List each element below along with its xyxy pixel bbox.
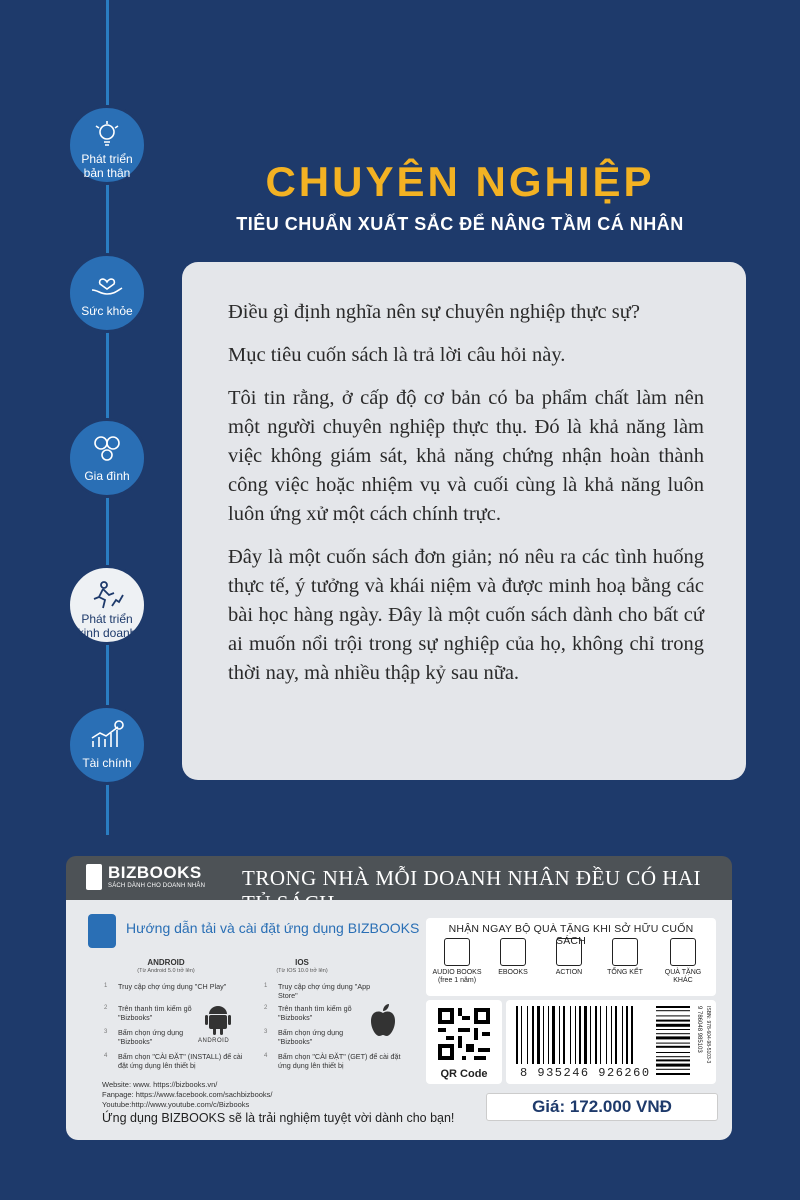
gift-summary — [600, 938, 650, 977]
isbn-bar — [656, 1064, 690, 1067]
contact-links — [102, 1080, 273, 1110]
barcode-bar — [575, 1006, 576, 1064]
isbn-bar — [656, 1059, 690, 1061]
qr-box — [426, 1000, 502, 1084]
running-chart-icon — [90, 580, 124, 610]
document-icon — [556, 938, 582, 966]
logo-name: BIZBOOKS — [108, 863, 202, 882]
gift-audiobooks — [432, 938, 482, 985]
ios-step-text: Trên thanh tìm kiếm gõ "Bizbooks" — [278, 1004, 352, 1022]
category-business-development[interactable] — [67, 565, 147, 645]
barcode-bar — [622, 1006, 623, 1064]
android-step: 3 Bấm chọn ứng dụng "Bizbooks" — [104, 1028, 184, 1046]
barcode-bar — [579, 1006, 581, 1064]
gift-sub: (free 1 năm) — [437, 977, 477, 984]
barcode-bar — [559, 1006, 560, 1064]
family-icon — [90, 433, 124, 463]
qr-label: QR Code — [440, 1068, 488, 1080]
barcode-bar — [521, 1006, 522, 1064]
isbn-bar — [656, 1015, 690, 1016]
category-family[interactable] — [67, 418, 147, 498]
barcode-bar — [527, 1006, 528, 1064]
bizbooks-logo-icon — [86, 864, 102, 890]
android-step-text: Truy cập chợ ứng dụng "CH Play" — [118, 982, 227, 991]
barcode-bar — [537, 1006, 540, 1064]
android-heading: ANDROID — [147, 958, 185, 967]
heart-hand-icon — [90, 268, 124, 298]
android-step-text: Bấm chọn "CÀI ĐẶT" (INSTALL) để cài đặt ứng dụng lên thiết bị — [118, 1052, 243, 1070]
barcode-bar — [600, 1006, 601, 1064]
ios-step-text: Bấm chọn "CÀI ĐẶT" (GET) để cài đặt ứng dụng lên thiết bị — [278, 1052, 401, 1070]
android-step: 1 Truy cập chợ ứng dụng "CH Play" — [104, 982, 227, 991]
barcode-bar — [532, 1006, 534, 1064]
ios-step: 2 Trên thanh tìm kiếm gõ "Bizbooks" — [264, 1004, 352, 1022]
gift-label: ACTION — [555, 969, 583, 976]
gift-label: TỔNG KẾT — [607, 969, 643, 976]
gift-label: QUÀ TẶNG — [664, 969, 702, 976]
barcode-bar — [595, 1006, 597, 1064]
growth-chart-icon — [89, 720, 125, 750]
slogan: TRONG NHÀ MỖI DOANH NHÂN ĐỀU CÓ HAI — [242, 866, 702, 890]
barcode-bar — [563, 1006, 565, 1064]
android-step: 2 Trên thanh tìm kiếm gõ "Bizbooks" — [104, 1004, 192, 1022]
ios-step-text: Bấm chọn ứng dụng "Bizbooks" — [278, 1028, 344, 1046]
category-label: Gia đình — [84, 469, 130, 483]
android-step: 4 Bấm chọn "CÀI ĐẶT" (INSTALL) để cài đặt ứng dụng lên thiết bị — [104, 1052, 243, 1070]
description-paragraph: Mục tiêu cuốn sách là trả lời câu hỏi này. — [228, 344, 566, 366]
lightbulb-person-icon — [92, 120, 122, 150]
checklist-icon — [612, 938, 638, 966]
category-label: Sức khỏe — [81, 304, 133, 318]
description-paragraph: Đây là một cuốn sách đơn giản; nó nêu ra các tình huống thực tế, ý tưởng và khái niệm và được minh hoạ bằng các bài học hàng ngày. Đây là một cuốn sách dành cho bất cứ ai muốn nổi trội trong sự nghiệp của họ, không chỉ trong thời nay, mà nhiều thập kỷ sau nữa. — [228, 546, 704, 684]
guide-title: Hướng dẫn tải và cài đặt ứng dụng BIZBOOKS — [126, 920, 420, 936]
android-step-text: Bấm chọn ứng dụng "Bizbooks" — [118, 1028, 184, 1046]
publisher-banner — [66, 856, 732, 900]
isbn-bar — [656, 1020, 690, 1022]
book-subtitle: TIÊU CHUẨN XUẤT SẮC ĐỂ NÂNG TẦM CÁ NHÂN — [236, 214, 684, 234]
barcode-bar — [626, 1006, 628, 1064]
gift-label: AUDIO BOOKS — [432, 969, 482, 976]
book-icon — [500, 938, 526, 966]
isbn-bar — [656, 1069, 690, 1070]
isbn-bar — [656, 1056, 690, 1057]
isbn-bar — [656, 1073, 690, 1075]
category-health[interactable] — [67, 253, 147, 333]
website-link[interactable]: Website: www. https://bizbooks.vn/ — [102, 1080, 218, 1089]
ios-step: 4 Bấm chọn "CÀI ĐẶT" (GET) để cài đặt ứng dụng lên thiết bị — [264, 1052, 401, 1070]
category-label: Tài chính — [82, 756, 132, 770]
description-paragraph: Điều gì định nghĩa nên sự chuyên nghiệp thực sự? — [228, 301, 640, 323]
description-box — [182, 262, 746, 780]
android-brand: ANDROID — [198, 1038, 230, 1044]
youtube-link[interactable]: Youtube:http://www.youtube.com/c/Bizbooks — [102, 1100, 250, 1109]
gift-ebooks — [488, 938, 538, 977]
isbn-bar — [656, 1010, 690, 1011]
gift-heading: NHẬN NGAY BỘ QUÀ TẶNG KHI SỞ HỮU CUỐN SÁCH — [448, 923, 694, 947]
barcode-bar — [631, 1006, 633, 1064]
gift-icon — [670, 938, 696, 966]
gift-action — [544, 938, 594, 977]
info-panel — [66, 900, 732, 1140]
isbn-barcode — [656, 1006, 690, 1078]
isbn-bar — [656, 1043, 690, 1044]
description-paragraph: Tôi tin rằng, ở cấp độ cơ bản có ba phẩm chất làm nên một người chuyên nghiệp thực thụ. Đó là khả năng làm việc không giám sát, khả năng chứng nhận hoàn thành công việc hoặc nhiệm vụ và cuối cùng là khả năng luôn luôn ứng xử một cách chính trực. — [228, 387, 704, 525]
gift-label: EBOOKS — [498, 969, 528, 976]
logo-tagline: SÁCH DÀNH CHO DOANH NHÂN — [108, 883, 206, 889]
android-sub: (Từ Android 5.0 trở lên) — [137, 968, 195, 974]
ios-step: 3 Bấm chọn ứng dụng "Bizbooks" — [264, 1028, 344, 1046]
category-personal-development[interactable] — [67, 105, 147, 185]
qr-code-icon[interactable] — [438, 1008, 490, 1064]
category-finance[interactable] — [67, 705, 147, 785]
closing-text: Ứng dụng BIZBOOKS sẽ là trải nghiệm tuyệt vời dành cho bạn! — [102, 1111, 455, 1125]
category-label: Phát triển kinh doanh — [77, 612, 137, 640]
ean-barcode — [516, 1006, 646, 1064]
isbn-bar — [656, 1033, 690, 1034]
price-label: Giá: 172.000 VNĐ — [486, 1093, 718, 1121]
isbn-bar — [656, 1036, 690, 1039]
barcode-bar — [543, 1006, 544, 1064]
gift-other — [658, 938, 708, 985]
category-label: Phát triển bản thân — [81, 152, 133, 180]
isbn-bar — [656, 1052, 690, 1053]
barcode-bar — [584, 1006, 587, 1064]
fanpage-link[interactable]: Fanpage: https://www.facebook.com/sachbizbooks/ — [102, 1090, 273, 1099]
isbn-bar — [656, 1046, 690, 1048]
barcode-bar — [552, 1006, 555, 1064]
isbn-label: ISBN: 978-604-98-5103-3 — [705, 1006, 711, 1064]
barcode-bar — [611, 1006, 612, 1064]
gift-sub: KHÁC — [673, 977, 693, 984]
barcode-bar — [570, 1006, 571, 1064]
barcode-bar — [516, 1006, 518, 1064]
android-step-text: Trên thanh tìm kiếm gõ "Bizbooks" — [118, 1004, 192, 1022]
ios-heading: IOS — [295, 958, 309, 967]
apple-icon — [368, 1002, 398, 1038]
ios-sub: (Từ IOS 10.0 trở lên) — [276, 968, 328, 974]
isbn-number: 9 786048 985103 — [696, 1006, 702, 1053]
isbn-bar — [656, 1029, 690, 1030]
isbn-bar — [656, 1006, 690, 1008]
barcode-bar — [615, 1006, 617, 1064]
ios-step-text: Truy cập chợ ứng dụng "App Store" — [278, 982, 371, 1000]
barcode-bar — [606, 1006, 607, 1064]
book-title: CHUYÊN NGHIỆP — [265, 158, 655, 205]
bizbooks-app-icon — [88, 914, 116, 948]
barcode-box — [506, 1000, 716, 1084]
barcode-bar — [548, 1006, 549, 1064]
ios-step: 1 Truy cập chợ ứng dụng "App Store" — [264, 982, 371, 1000]
gift-box — [426, 918, 716, 996]
barcode-bar — [590, 1006, 591, 1064]
android-icon — [204, 1002, 232, 1036]
bizbooks-logo — [86, 862, 212, 894]
barcode-number: 8 935246 926260 — [520, 1066, 651, 1080]
speaker-icon — [444, 938, 470, 966]
isbn-bar — [656, 1024, 690, 1027]
